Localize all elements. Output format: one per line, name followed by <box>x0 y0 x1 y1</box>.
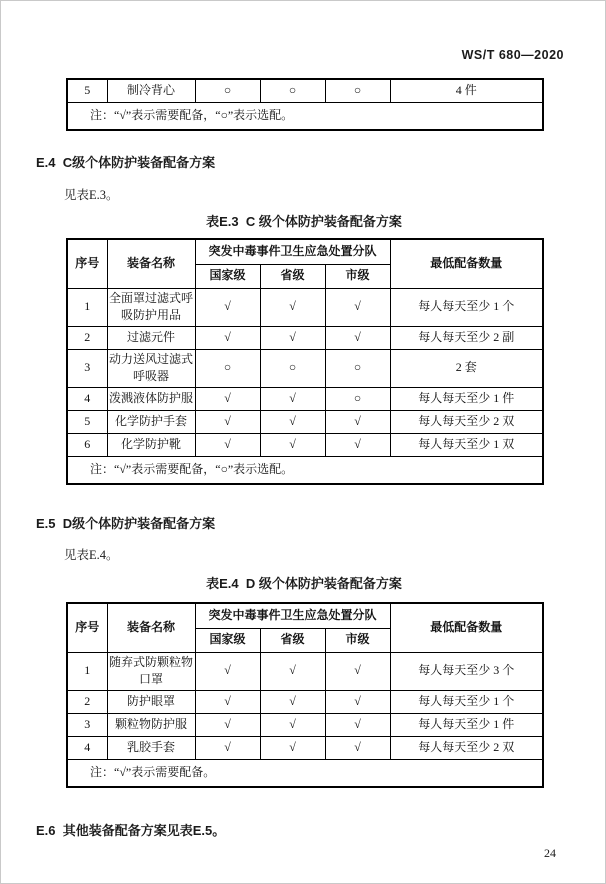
cell-equipment-name: 颗粒物防护服 <box>107 713 195 736</box>
cell-national: √ <box>195 387 260 410</box>
cell-municipal: √ <box>325 713 390 736</box>
cell-seq: 2 <box>67 326 107 349</box>
cell-quantity: 每人每天至少 1 件 <box>390 713 543 736</box>
table-row <box>67 690 543 713</box>
cell-seq: 3 <box>67 713 107 736</box>
cell-equipment-name: 化学防护手套 <box>107 410 195 433</box>
table-note: 注：“√”表示需要配备，“○”表示选配。 <box>67 102 543 130</box>
cell-equipment-name: 防护眼罩 <box>107 690 195 713</box>
header-team-group: 突发中毒事件卫生应急处置分队 <box>195 603 390 628</box>
cell-seq: 1 <box>67 288 107 326</box>
cell-municipal: √ <box>325 288 390 326</box>
cell-quantity: 每人每天至少 3 个 <box>390 652 543 690</box>
cell-seq: 4 <box>67 736 107 759</box>
cell-quantity: 2 套 <box>390 349 543 387</box>
cell-municipal: √ <box>325 433 390 456</box>
cell-municipal: √ <box>325 736 390 759</box>
cell-municipal: √ <box>325 690 390 713</box>
table-row <box>67 736 543 759</box>
cell-national: √ <box>195 652 260 690</box>
table-note: 注：“√”表示需要配备。 <box>67 759 543 787</box>
table-b-continuation <box>66 78 544 131</box>
cell-municipal: ○ <box>325 79 390 102</box>
header-provincial: 省级 <box>260 628 325 652</box>
cell-provincial: √ <box>260 713 325 736</box>
cell-national: √ <box>195 690 260 713</box>
cell-quantity: 每人每天至少 1 个 <box>390 288 543 326</box>
table-note-row <box>67 759 543 787</box>
table-e4 <box>66 602 544 788</box>
table-note-row <box>67 456 543 484</box>
standard-number: WS/T 680—2020 <box>461 48 564 62</box>
cell-seq: 5 <box>67 410 107 433</box>
table-row <box>67 713 543 736</box>
cell-equipment-name: 过滤元件 <box>107 326 195 349</box>
intro-text-e5: 见表E.4。 <box>64 548 119 562</box>
cell-seq: 2 <box>67 690 107 713</box>
cell-national: ○ <box>195 349 260 387</box>
cell-provincial: √ <box>260 690 325 713</box>
cell-municipal: ○ <box>325 387 390 410</box>
cell-equipment-name: 随弃式防颗粒物口罩 <box>107 652 195 690</box>
cell-national: √ <box>195 288 260 326</box>
table-row <box>67 79 543 102</box>
cell-quantity: 每人每天至少 1 个 <box>390 690 543 713</box>
table-row <box>67 410 543 433</box>
table-row <box>67 387 543 410</box>
cell-national: ○ <box>195 79 260 102</box>
cell-provincial: √ <box>260 736 325 759</box>
cell-national: √ <box>195 433 260 456</box>
cell-quantity: 每人每天至少 2 双 <box>390 410 543 433</box>
table-row <box>67 652 543 690</box>
cell-provincial: √ <box>260 288 325 326</box>
cell-provincial: √ <box>260 410 325 433</box>
cell-quantity: 每人每天至少 2 副 <box>390 326 543 349</box>
table-row <box>67 349 543 387</box>
cell-municipal: √ <box>325 410 390 433</box>
cell-quantity: 4 件 <box>390 79 543 102</box>
table-note-row <box>67 102 543 130</box>
header-provincial: 省级 <box>260 264 325 288</box>
cell-provincial: √ <box>260 433 325 456</box>
table-e3-title: 表E.3 C 级个体防护装备配备方案 <box>206 214 402 229</box>
table-header-row <box>67 603 543 628</box>
cell-provincial: √ <box>260 387 325 410</box>
header-seq: 序号 <box>67 239 107 288</box>
section-heading-e6: E.6 其他装备配备方案见表E.5。 <box>36 823 226 838</box>
cell-seq: 5 <box>67 79 107 102</box>
cell-national: √ <box>195 713 260 736</box>
header-quantity: 最低配备数量 <box>390 239 543 288</box>
header-municipal: 市级 <box>325 628 390 652</box>
cell-seq: 3 <box>67 349 107 387</box>
cell-equipment-name: 制冷背心 <box>107 79 195 102</box>
section-heading-e4: E.4 C级个体防护装备配备方案 <box>36 155 216 170</box>
table-row <box>67 288 543 326</box>
table-row <box>67 326 543 349</box>
cell-provincial: √ <box>260 326 325 349</box>
cell-seq: 6 <box>67 433 107 456</box>
cell-quantity: 每人每天至少 2 双 <box>390 736 543 759</box>
cell-equipment-name: 动力送风过滤式呼吸器 <box>107 349 195 387</box>
intro-text-e4: 见表E.3。 <box>64 188 119 202</box>
cell-equipment-name: 泼溅液体防护服 <box>107 387 195 410</box>
header-national: 国家级 <box>195 628 260 652</box>
cell-national: √ <box>195 736 260 759</box>
cell-municipal: ○ <box>325 349 390 387</box>
cell-equipment-name: 全面罩过滤式呼吸防护用品 <box>107 288 195 326</box>
cell-equipment-name: 乳胶手套 <box>107 736 195 759</box>
table-header-row <box>67 239 543 264</box>
page-number: 24 <box>544 846 556 860</box>
cell-provincial: ○ <box>260 79 325 102</box>
cell-national: √ <box>195 326 260 349</box>
table-row <box>67 433 543 456</box>
cell-provincial: √ <box>260 652 325 690</box>
cell-seq: 4 <box>67 387 107 410</box>
cell-quantity: 每人每天至少 1 件 <box>390 387 543 410</box>
cell-seq: 1 <box>67 652 107 690</box>
table-e3 <box>66 238 544 485</box>
header-seq: 序号 <box>67 603 107 652</box>
cell-quantity: 每人每天至少 1 双 <box>390 433 543 456</box>
cell-national: √ <box>195 410 260 433</box>
header-team-group: 突发中毒事件卫生应急处置分队 <box>195 239 390 264</box>
cell-municipal: √ <box>325 326 390 349</box>
cell-equipment-name: 化学防护靴 <box>107 433 195 456</box>
table-e4-title: 表E.4 D 级个体防护装备配备方案 <box>206 576 402 591</box>
table-note: 注：“√”表示需要配备，“○”表示选配。 <box>67 456 543 484</box>
header-national: 国家级 <box>195 264 260 288</box>
section-heading-e5: E.5 D级个体防护装备配备方案 <box>36 516 216 531</box>
cell-provincial: ○ <box>260 349 325 387</box>
header-equipment-name: 装备名称 <box>107 239 195 288</box>
header-municipal: 市级 <box>325 264 390 288</box>
header-quantity: 最低配备数量 <box>390 603 543 652</box>
cell-municipal: √ <box>325 652 390 690</box>
header-equipment-name: 装备名称 <box>107 603 195 652</box>
